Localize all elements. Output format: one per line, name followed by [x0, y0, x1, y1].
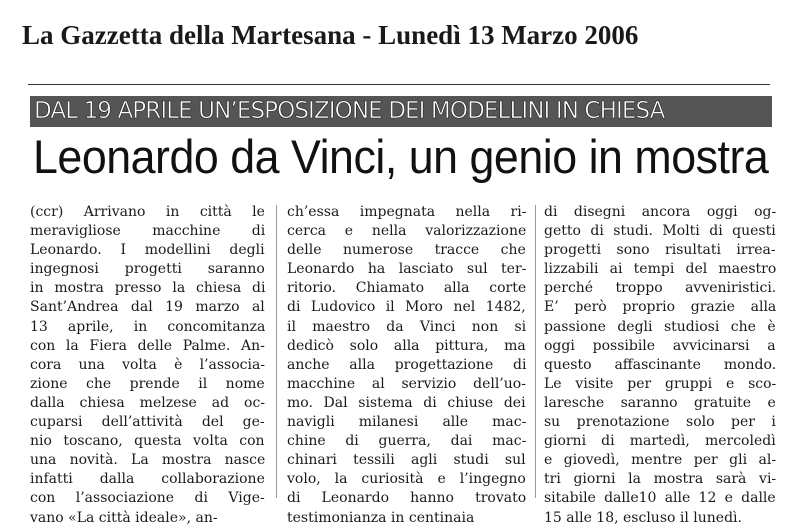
article-line: ch’essa impegnata nella ri- [287, 204, 527, 220]
article-line: dalla chiesa melzese ad oc- [30, 394, 266, 411]
article-line: progetti sono risultati irrea- [544, 242, 776, 259]
article-line: cerca e nella valorizzazione [287, 223, 527, 240]
article-line: con l’associazione di Vige- [30, 490, 265, 507]
article-line: con la Fiera delle Palme. An- [30, 337, 265, 354]
column-divider [535, 205, 536, 498]
article-line: E’ però proprio grazie alla [544, 299, 777, 316]
top-rule [28, 84, 770, 85]
article-line: giorni di martedì, mercoledì [544, 433, 776, 450]
article-line: su prenotazione solo per i [544, 414, 776, 431]
article-line: chine di guerra, dai mac- [287, 433, 527, 450]
article-line: delle numerose tracce che [287, 242, 526, 259]
article-line: di Ludovico il Moro nel 1482, [287, 299, 526, 316]
article-line: laresche saranno gratuite e [544, 394, 776, 411]
article-line: getto di studi. Molti di questi [544, 223, 776, 240]
article-line: vano «La città ideale», an- [30, 509, 218, 526]
article-line: meravigliose macchine di [30, 223, 266, 240]
article-line: volo, la curiosità e l’ingegno [287, 471, 526, 488]
article-line: sitabile dalle10 alle 12 e dalle [544, 490, 776, 507]
column-divider [276, 205, 277, 498]
headline: Leonardo da Vinci, un genio in mostra [33, 130, 769, 183]
article-line: 13 aprile, in concomitanza [30, 318, 266, 335]
article-line: e giovedì, mentre per gli al- [544, 452, 777, 469]
article-line: una novità. La mostra nasce [30, 452, 266, 469]
article-line: testimonianza in centinaia [287, 509, 475, 526]
article-line: Leonardo. I modellini degli [30, 242, 265, 259]
article-line: Sant’Andrea dal 19 marzo al [30, 299, 265, 316]
article-line: zione che prende il nome [30, 375, 265, 392]
article-line: navigli milanesi alle mac- [287, 414, 527, 431]
article-line: tri giorni la mostra sarà vi- [544, 471, 777, 488]
article-line: in mostra presso la chiesa di [30, 280, 266, 297]
article-column-3 [544, 203, 776, 528]
article-line: Le visite per gruppi e sco- [544, 375, 777, 392]
masthead: La Gazzetta della Martesana - Lunedì 13 Marzo 2006 [22, 20, 639, 50]
article-line: 15 alle 18, escluso il lunedì. [544, 509, 742, 526]
article-line: mo. Dal sistema di chiuse dei [287, 394, 526, 411]
article-line: cuparsi dell’attività del ge- [30, 414, 265, 431]
article-line: macchine al servizio dell’uo- [287, 375, 526, 392]
article-line: ingegnosi progetti saranno [30, 261, 265, 278]
article-line: di disegni ancora oggi og- [544, 204, 777, 220]
article-line: Leonardo ha lasciato sul ter- [287, 261, 527, 278]
article-line: il maestro da Vinci non si [287, 318, 527, 335]
article-line: nio toscano, questa volta con [30, 433, 265, 450]
article-line: questo affascinante mondo. [544, 356, 777, 373]
article-line: passione degli studiosi che è [544, 318, 776, 335]
article-line: cora una volta è l’associa- [30, 356, 266, 373]
article-line: lizzabili ai tempi del maestro [544, 261, 777, 278]
article-line: di Leonardo hanno trovato [287, 490, 527, 507]
article-line: perché troppo avveniristici. [544, 280, 777, 297]
article-line: ritorio. Chiamato alla corte [287, 280, 527, 297]
article-line: anche alla progettazione di [287, 356, 527, 373]
article-line: (ccr) Arrivano in città le [30, 204, 265, 220]
article-column-2 [287, 203, 526, 528]
article-line: dedicò solo alla pittura, ma [287, 337, 526, 354]
article-column-1 [30, 203, 265, 528]
article-line: chinari tessili agli studi sul [287, 452, 526, 469]
article-line: oggi possibile avvicinarsi a [544, 337, 776, 354]
kicker-banner: DAL 19 APRILE UN’ESPOSIZIONE DEI MODELLINI IN CHIESA [30, 96, 772, 127]
article-line: infatti dalla collaborazione [30, 471, 265, 488]
